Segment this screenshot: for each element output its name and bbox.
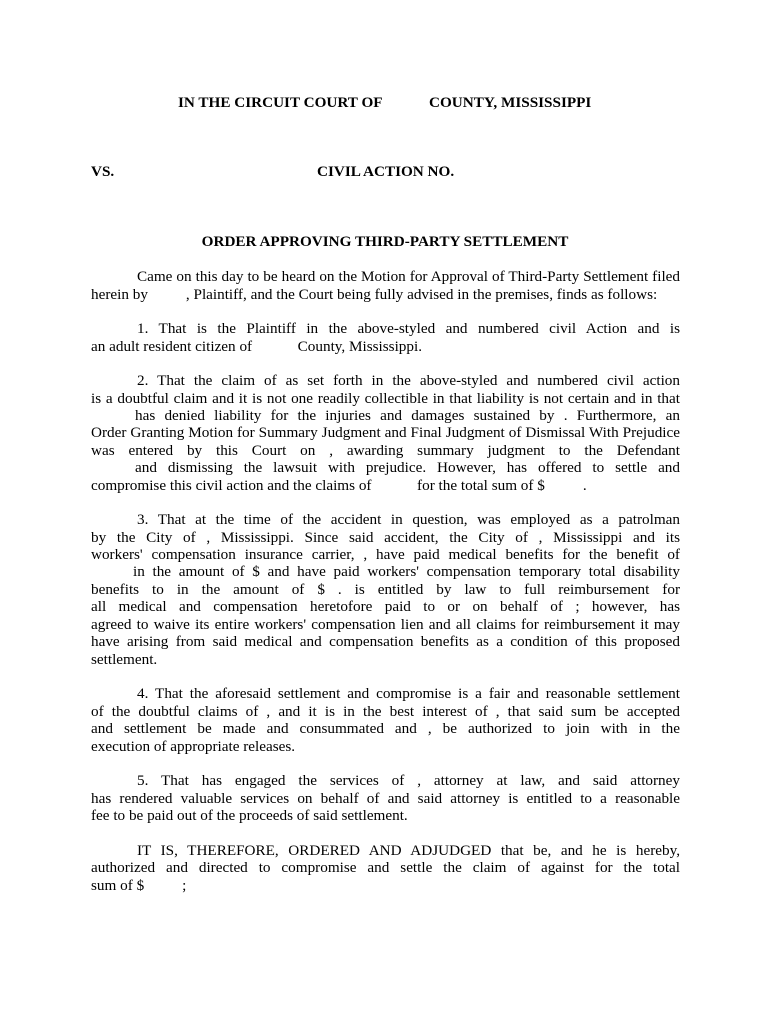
paragraph-3-line: benefits to in the amount of $ . is entitled by law to full reimbursement for [91, 581, 680, 598]
paragraph-3-line: in the amount of $ and have paid workers' compensation temporary total disability [133, 563, 680, 580]
paragraph-2-line: was entered by this Court on , awarding summary judgment to the Defendant [91, 442, 680, 459]
order-line: authorized and directed to compromise and settle the claim of against for the total [91, 859, 680, 876]
intro-line: herein by , Plaintiff, and the Court being fully advised in the premises, finds as follows: [91, 286, 658, 303]
paragraph-5-line: 5. That has engaged the services of , attorney at law, and said attorney [137, 772, 680, 789]
vs-label: VS. [91, 163, 115, 180]
paragraph-5-line: has rendered valuable services on behalf of and said attorney is entitled to a reasonable [91, 790, 680, 807]
civil-action-label: CIVIL ACTION NO. [317, 163, 455, 180]
paragraph-1-line: an adult resident citizen of County, Mississippi. [91, 338, 422, 355]
order-line: sum of $ ; [91, 877, 187, 894]
paragraph-2-line: has denied liability for the injuries and damages sustained by . Furthermore, an [135, 407, 680, 424]
paragraph-1-line: 1. That is the Plaintiff in the above-styled and numbered civil Action and is [137, 320, 680, 337]
paragraph-2-line: is a doubtful claim and it is not one readily collectible in that liability is not certain and in that [91, 390, 680, 407]
paragraph-3-line: all medical and compensation heretofore paid to or on behalf of ; however, has [91, 598, 680, 615]
paragraph-4-line: execution of appropriate releases. [91, 738, 296, 755]
paragraph-3-line: have arising from said medical and compensation benefits as a condition of this proposed [91, 633, 680, 650]
intro-line: Came on this day to be heard on the Motion for Approval of Third-Party Settlement filed [137, 268, 680, 285]
paragraph-3-line: settlement. [91, 651, 158, 668]
paragraph-4-line: 4. That the aforesaid settlement and compromise is a fair and reasonable settlement [137, 685, 680, 702]
paragraph-2-line: and dismissing the lawsuit with prejudice. However, has offered to settle and [135, 459, 680, 476]
paragraph-2-line: Order Granting Motion for Summary Judgment and Final Judgment of Dismissal With Prejudice [91, 424, 680, 441]
county-heading: COUNTY, MISSISSIPPI [429, 94, 592, 111]
paragraph-4-line: of the doubtful claims of , and it is in the best interest of , that said sum be accepted [91, 703, 680, 720]
paragraph-2-line: 2. That the claim of as set forth in the above-styled and numbered civil action [137, 372, 680, 389]
paragraph-2-line: compromise this civil action and the claims of for the total sum of $ . [91, 477, 587, 494]
paragraph-4-line: and settlement be made and consummated and , be authorized to join with in the [91, 720, 680, 737]
court-heading: IN THE CIRCUIT COURT OF [178, 94, 383, 111]
paragraph-3-line: agreed to waive its entire workers' compensation lien and all claims for reimbursement it may [91, 616, 680, 633]
paragraph-3-line: 3. That at the time of the accident in question, was employed as a patrolman [137, 511, 680, 528]
order-line: IT IS, THEREFORE, ORDERED AND ADJUDGED that be, and he is hereby, [137, 842, 680, 859]
paragraph-5-line: fee to be paid out of the proceeds of said settlement. [91, 807, 408, 824]
page-title: ORDER APPROVING THIRD-PARTY SETTLEMENT [201, 233, 569, 250]
paragraph-3-line: by the City of , Mississippi. Since said accident, the City of , Mississippi and its [91, 529, 680, 546]
paragraph-3-line: workers' compensation insurance carrier, , have paid medical benefits for the benefit of [91, 546, 680, 563]
